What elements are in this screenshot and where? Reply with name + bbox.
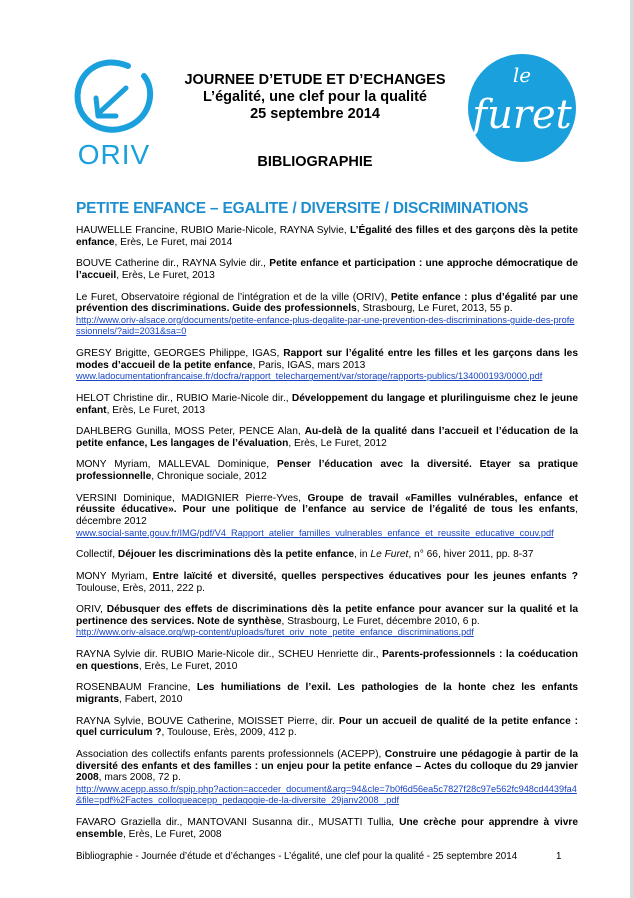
bibliography-entry	[76, 817, 578, 840]
entry-title: Construire une pédagogie à partir de la diversité des enfants et des familles : un enjeu pour la petite enfance – Actes du colloque du 29 janvier 2008	[76, 748, 578, 784]
oriv-logo-text: ORIV	[77, 139, 151, 170]
entry-text: , mars 2008, 72 p.	[98, 772, 181, 784]
entry-title: Petite enfance : plus d’égalité par une prévention des discriminations. Guide des professionnels	[76, 291, 578, 315]
entry-link[interactable]: www.ladocumentationfrancaise.fr/docfra/rapport_telechargement/var/storage/rapports-publics/134000193/0000.pdf	[76, 371, 543, 382]
entry-text: , Chronique sociale, 2012	[151, 471, 267, 483]
event-title: JOURNEE D’ETUDE ET D’ECHANGES	[184, 72, 446, 88]
entry-text: HAUWELLE Francine, RUBIO Marie-Nicole, RAYNA Sylvie,	[76, 225, 350, 236]
event-header	[150, 72, 480, 123]
bibliography-list	[76, 225, 578, 850]
entry-link[interactable]: www.social-sante.gouv.fr/IMG/pdf/V4_Rapport_atelier_familles_vulnerables_enfance_et_reussite_educative_couv.pdf	[76, 527, 554, 538]
page-edge	[630, 0, 634, 898]
bibliography-entry	[76, 716, 578, 739]
entry-title: Déjouer les discriminations dès la petite enfance	[117, 549, 354, 561]
entry-text: DAHLBERG Gunilla, MOSS Peter, PENCE Alan,	[76, 426, 305, 438]
entry-text: , Erès, Le Furet, 2010	[138, 660, 238, 672]
bibliography-entry	[76, 549, 578, 561]
event-date: 25 septembre 2014	[250, 106, 380, 122]
le-furet-logo	[466, 52, 582, 164]
entry-text: Le Furet, Observatoire régional de l’intégration et de la ville (ORIV),	[76, 291, 391, 303]
entry-text: Collectif,	[76, 549, 118, 561]
bibliography-entry	[76, 493, 578, 539]
bibliography-entry	[76, 649, 578, 672]
entry-title: Pour un accueil de qualité de la petite enfance : quel curriculum ?	[76, 715, 579, 739]
entry-text: , décembre 2012	[76, 504, 578, 527]
event-subtitle: L’égalité, une clef pour la qualité	[203, 89, 427, 105]
entry-title: Entre laïcité et diversité, quelles perspectives éducatives pour les jeunes enfants ?	[152, 570, 578, 582]
entry-title: L’Égalité des filles et des garçons dès la petite enfance	[76, 225, 578, 248]
oriv-logo	[66, 52, 162, 172]
bibliography-entry	[76, 682, 578, 705]
entry-text: MONY Myriam, MALLEVAL Dominique,	[76, 459, 277, 471]
entry-text: ROSENBAUM Francine,	[76, 682, 197, 694]
bibliography-entry	[76, 225, 578, 248]
entry-text: BOUVE Catherine dir., RAYNA Sylvie dir.,	[76, 258, 270, 270]
entry-text: RAYNA Sylvie dir. RUBIO Marie-Nicole dir., SCHEU Henriette dir.,	[76, 649, 383, 661]
bibliography-entry	[76, 749, 578, 807]
le-furet-logo-main-text: furet	[472, 92, 572, 138]
entry-title: Développement du langage et plurilinguisme chez le jeune enfant	[76, 392, 578, 416]
page-number: 1	[556, 851, 562, 862]
entry-text: Toulouse, Erès, 2011, 222 p.	[76, 582, 205, 594]
entry-text: Association des collectifs enfants parents professionnels (ACEPP),	[76, 748, 385, 760]
entry-text: MONY Myriam,	[76, 570, 153, 582]
entry-title: Rapport sur l’égalité entre les filles et les garçons dans les modes d’accueil de la petite enfance	[76, 348, 578, 371]
entry-text: , Strasbourg, Le Furet, 2013, 55 p.	[356, 303, 513, 315]
entry-title: Groupe de travail «Familles vulnérables, enfance et réussite éducative». Pour une politique de l’enfance au service de l’égalité de tous les enfants	[76, 492, 579, 516]
entry-text: VERSINI Dominique, MADIGNIER Pierre-Yves,	[76, 492, 308, 504]
entry-journal: Le Furet	[370, 549, 409, 561]
entry-link[interactable]: http://www.oriv-alsace.org/wp-content/uploads/furet_oriv_note_petite_enfance_discriminations.pdf	[76, 627, 474, 638]
entry-text: , Erès, Le Furet, 2008	[123, 828, 222, 840]
entry-title: Penser l’éducation avec la diversité. Etayer sa pratique professionnelle	[76, 459, 578, 483]
entry-text: , in	[354, 549, 371, 561]
entry-text: RAYNA Sylvie, BOUVE Catherine, MOISSET Pierre, dir.	[76, 715, 339, 727]
bibliography-entry	[76, 426, 578, 449]
bibliography-title: BIBLIOGRAPHIE	[257, 154, 373, 170]
bibliography-entry	[76, 258, 578, 281]
entry-text: , Fabert, 2010	[119, 693, 183, 705]
entry-text: , n° 66, hiver 2011, pp. 8-37	[408, 549, 534, 561]
entry-text: , Erès, Le Furet, 2013	[106, 404, 206, 416]
page-footer: Bibliographie - Journée d’étude et d’échanges - L’égalité, une clef pour la qualité - 25 septembre 2014	[76, 851, 518, 862]
entry-text: FAVARO Graziella dir., MANTOVANI Susanna dir., MUSATTI Tullia,	[76, 816, 400, 828]
entry-title: Une crèche pour apprendre à vivre ensemble	[76, 816, 578, 840]
entry-text: ORIV,	[76, 604, 107, 616]
entry-link[interactable]: http://www.oriv-alsace.org/documents/petite-enfance-plus-degalite-par-une-prevention-des-discriminations-guide-des-professionnels/?aid=2031&sa=0	[76, 314, 575, 337]
entry-text: , Strasbourg, Le Furet, décembre 2010, 6 p.	[281, 615, 480, 627]
bibliography-entry	[76, 348, 578, 383]
bibliography-entry	[76, 604, 578, 639]
entry-title: Au-delà de la qualité dans l’accueil et l’éducation de la petite enfance, Les langages de l’évaluation	[76, 426, 578, 449]
entry-text: HELOT Christine dir., RUBIO Marie-Nicole dir.,	[76, 392, 292, 404]
bibliography-entry	[76, 393, 578, 416]
entry-link[interactable]: http://www.acepp.asso.fr/spip.php?action=acceder_document&arg=94&cle=7b0f6d56ea5c7827f28c97e562fc948cd4439fa4&file=pdf%2Factes_colloqueacepp_pedagogie-de-la-diversite_29janv2008_.pdf	[76, 783, 577, 806]
section-title: PETITE ENFANCE – EGALITE / DIVERSITE / DISCRIMINATIONS	[76, 200, 529, 217]
entry-title: Débusquer des effets de discriminations dès la petite enfance pour avancer sur la qualité et la pertinence des services. Note de synthèse	[76, 604, 579, 627]
bibliography-entry	[76, 459, 578, 482]
bibliography-entry	[76, 292, 578, 338]
entry-title: Parents-professionnels : la coéducation en questions	[76, 649, 579, 672]
entry-text: , Erès, Le Furet, 2012	[288, 437, 387, 449]
entry-text: , Paris, IGAS, mars 2013	[252, 359, 366, 371]
entry-title: Les humiliations de l’exil. Les pathologies de la honte chez les enfants migrants	[76, 682, 578, 705]
entry-text: GRESY Brigitte, GEORGES Philippe, IGAS,	[76, 348, 284, 360]
le-furet-logo-top-text: le	[512, 63, 532, 87]
entry-title: Petite enfance et participation : une approche démocratique de l’accueil	[76, 258, 578, 281]
entry-text: , Erès, Le Furet, mai 2014	[114, 236, 233, 248]
entry-text: , Toulouse, Erès, 2009, 412 p.	[161, 727, 297, 739]
bibliography-entry	[76, 571, 578, 594]
entry-text: , Erès, Le Furet, 2013	[116, 269, 215, 281]
